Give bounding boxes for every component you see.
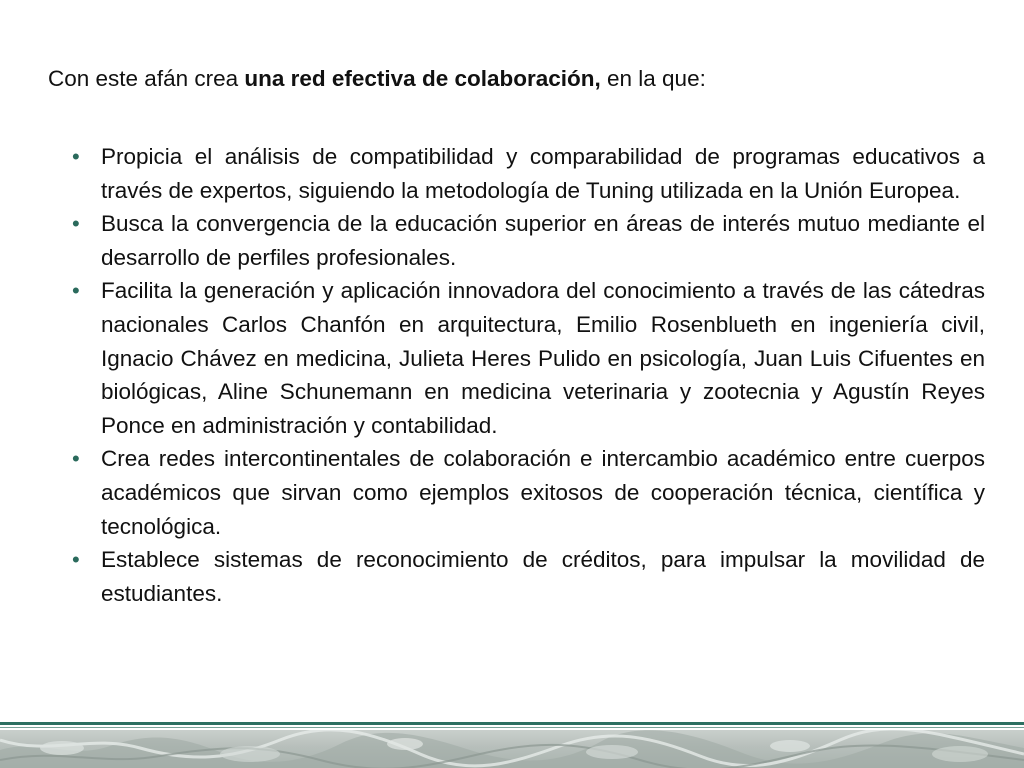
- bullet-text: Crea redes intercontinentales de colaboración e intercambio académico entre cuerpos académicos que sirvan como ejemplos exitosos de cooperación técnica, científica y tecnológica.: [101, 446, 985, 539]
- intro-suffix: en la que:: [600, 66, 706, 91]
- footer-rule-primary: [0, 722, 1024, 725]
- intro-prefix: Con este afán crea: [48, 66, 245, 91]
- bullet-item: [72, 274, 985, 442]
- bullet-item: [72, 207, 985, 274]
- bullet-item: [72, 140, 985, 207]
- bullet-dot-icon: •: [72, 278, 80, 304]
- bullet-item: [72, 543, 985, 610]
- footer-relief-pattern-icon: [0, 730, 1024, 768]
- bullet-text: Busca la convergencia de la educación superior en áreas de interés mutuo mediante el desarrollo de perfiles profesionales.: [101, 211, 985, 270]
- bullet-text: Facilita la generación y aplicación innovadora del conocimiento a través de las cátedras nacionales Carlos Chanfón en arquitectura, Emilio Rosenblueth en ingeniería civil, Ignacio Chávez en medicina, Julieta Heres Pulido en psicología, Juan Luis Cifuentes en biológicas, Aline Schunemann en medicina veterinaria y zootecnia y Agustín Reyes Ponce en administración y contabilidad.: [101, 278, 985, 438]
- bullet-dot-icon: •: [72, 547, 80, 573]
- footer-decorative-band: [0, 730, 1024, 768]
- footer-rule-secondary: [0, 727, 1024, 728]
- intro-paragraph: [48, 62, 988, 95]
- bullet-item: [72, 442, 985, 543]
- bullet-text: Propicia el análisis de compatibilidad y comparabilidad de programas educativos a través de expertos, siguiendo la metodología de Tuning utilizada en la Unión Europea.: [101, 144, 985, 203]
- bullet-list: [72, 140, 985, 610]
- bullet-text: Establece sistemas de reconocimiento de créditos, para impulsar la movilidad de estudiantes.: [101, 547, 985, 606]
- intro-emphasis: una red efectiva de colaboración,: [244, 66, 601, 91]
- bullet-dot-icon: •: [72, 144, 80, 169]
- bullet-dot-icon: •: [72, 446, 80, 472]
- bullet-dot-icon: •: [72, 211, 80, 237]
